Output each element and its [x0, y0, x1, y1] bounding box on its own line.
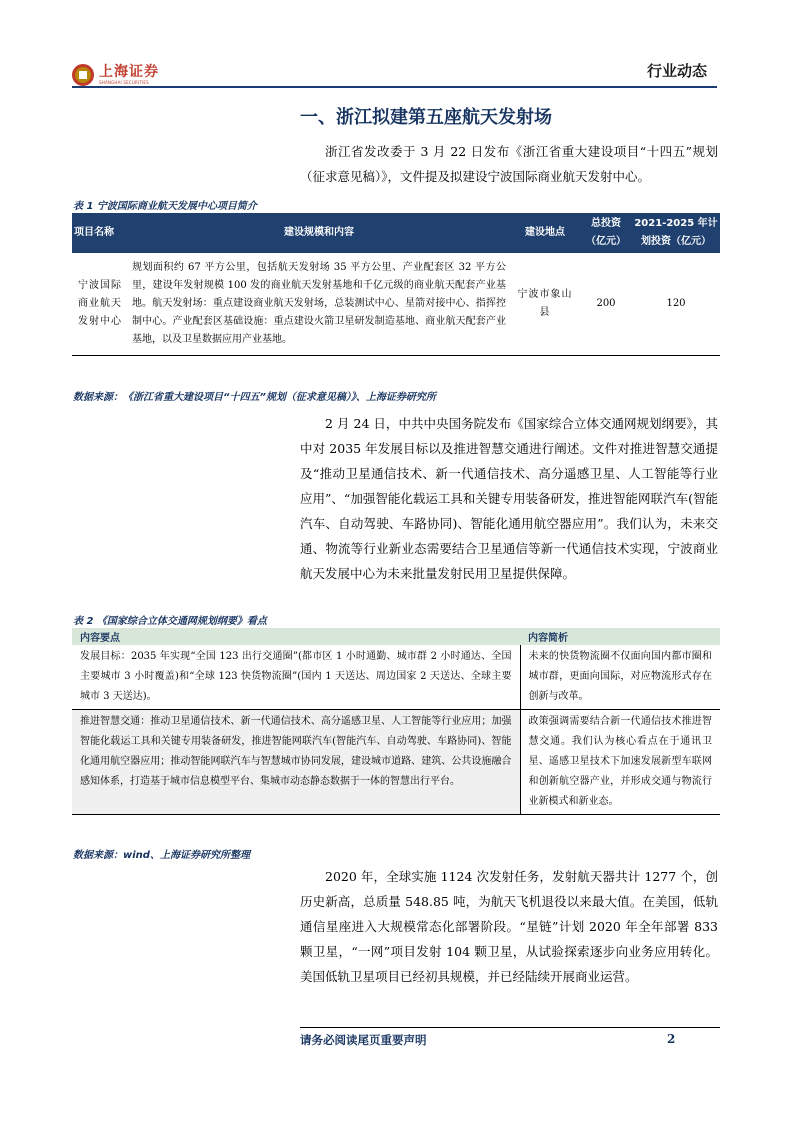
table1-cell-name: 宁波国际商业航天发射中心 [78, 280, 122, 327]
table-row [72, 253, 720, 356]
table1-source: 数据来源：《浙江省重大建设项目“十四五”规划（征求意见稿）》、上海证券研究所 [73, 392, 436, 403]
table1-header-desc: 建设规模和内容 [128, 213, 510, 253]
page-number: 2 [667, 1032, 676, 1046]
table1 [72, 213, 720, 356]
table2-source: 数据来源：wind、上海证券研究所整理 [73, 850, 250, 861]
logo-chinese-name: 上海证券 [99, 64, 159, 80]
table2-row2-left: 推进智慧交通：推动卫星通信技术、新一代通信技术、高分遥感卫星、人工智能等行业应用；加强智能化载运工具和关键专用装备研发，推进智能网联汽车(智能汽车、自动驾驶、车路协同)、智能化通用航空器应用；推动智能网联汽车与智慧城市协同发展，建设城市道路、建筑、公共设施融合感知体系，打造基于城市信息模型平台、集城市动态静态数据于一体的智慧出行平台。 [72, 710, 520, 815]
header-divider [72, 86, 717, 88]
table1-cell-desc: 规划面积约 67 平方公里，包括航天发射场 35 平方公里、产业配套区 32 平方公里，建设年发射规模 100 发的商业航天发射基地和千亿元级的商业航天配套产业基地。航天发射场：重点建设商业航天发射场，总装测试中心、星箭对接中心、指挥控制中心。产业配套区基础设施：重点建设火箭卫星研发制造基地、商业航天配套产业基地，以及卫星数据应用产业基地。 [132, 262, 506, 345]
logo-english-name: SHANGHAI SECURITIES [99, 80, 149, 85]
table2 [72, 628, 720, 815]
table2-header-left: 内容要点 [72, 628, 520, 645]
table1-header-location: 建设地点 [510, 213, 580, 253]
table-row [72, 645, 720, 710]
table1-header-plan: 2021-2025 年计划投资（亿元） [632, 213, 720, 253]
table1-header-total: 总投资（亿元） [580, 213, 632, 253]
table1-header-name: 项目名称 [72, 213, 128, 253]
paragraph-1: 浙江省发改委于 3 月 22 日发布《浙江省重大建设项目“十四五”规划（征求意见稿）》，文件提及拟建设宁波国际商业航天发射中心。 [300, 144, 718, 184]
paragraph-3: 2020 年，全球实施 1124 次发射任务，发射航天器共计 1277 个，创历史新高，总质量 548.85 吨，为航天飞机退役以来最大值。在美国，低轨通信星座进入大规模常态化部署阶段。“星链”计划 2020 年全年部署 833 颗卫星，“一网”项目发射 104 颗卫星，从试验探索逐步向业务应用转化。美国低轨卫星项目已经初具规模，并已经陆续开展商业运营。 [300, 869, 718, 984]
table-row [72, 710, 720, 815]
table2-row1-left: 发展目标：2035 年实现“全国 123 出行交通圈”(都市区 1 小时通勤、城市群 2 小时通达、全国主要城市 3 小时覆盖)和“全球 123 快货物流圈”(国内 1 天送达、周边国家 2 天送达、全球主要城市 3 天送达)。 [80, 651, 512, 702]
table1-header-row [72, 213, 720, 253]
paragraph-2: 2 月 24 日，中共中央国务院发布《国家综合立体交通网规划纲要》，其中对 2035 年发展目标以及推进智慧交通进行阐述。文件对推进智慧交通提及“推动卫星通信技术、新一代通信技术、高分遥感卫星、人工智能等行业应用”、“加强智能化载运工具和关键专用装备研发，推进智能网联汽车(智能汽车、自动驾驶、车路协同)、智能化通用航空器应用”。我们认为，未来交通、物流等行业新业态需要结合卫星通信等新一代通信技术实现，宁波商业航天发展中心为未来批量发射民用卫星提供保障。 [300, 416, 718, 581]
table2-row1-right: 未来的快货物流圈不仅面向国内都市圈和城市群，更面向国际，对应物流形式存在创新与改革。 [520, 645, 720, 710]
report-category: 行业动态 [646, 62, 707, 80]
table2-caption: 表 2 《国家综合立体交通网规划纲要》看点 [73, 616, 267, 627]
table2-row2-right: 政策强调需要结合新一代通信技术推进智慧交通。我们认为核心看点在于通讯卫星、遥感卫星技术下加速发展新型车联网和创新航空器产业，并形成交通与物流行业新模式和新业态。 [520, 710, 720, 815]
logo-emblem-icon [72, 64, 94, 86]
footer-divider [300, 1027, 720, 1028]
table1-caption: 表 1 宁波国际商业航天发展中心项目简介 [73, 201, 257, 212]
table2-header-right: 内容简析 [520, 628, 720, 645]
table2-header-row [72, 628, 720, 645]
disclaimer-note: 请务必阅读尾页重要声明 [300, 1033, 427, 1047]
section-heading: 一、浙江拟建第五座航天发射场 [300, 107, 552, 128]
table1-cell-total: 200 [596, 298, 616, 309]
company-logo [72, 62, 170, 88]
table1-cell-plan: 120 [666, 298, 686, 309]
table1-cell-location: 宁波市象山县 [517, 289, 573, 318]
